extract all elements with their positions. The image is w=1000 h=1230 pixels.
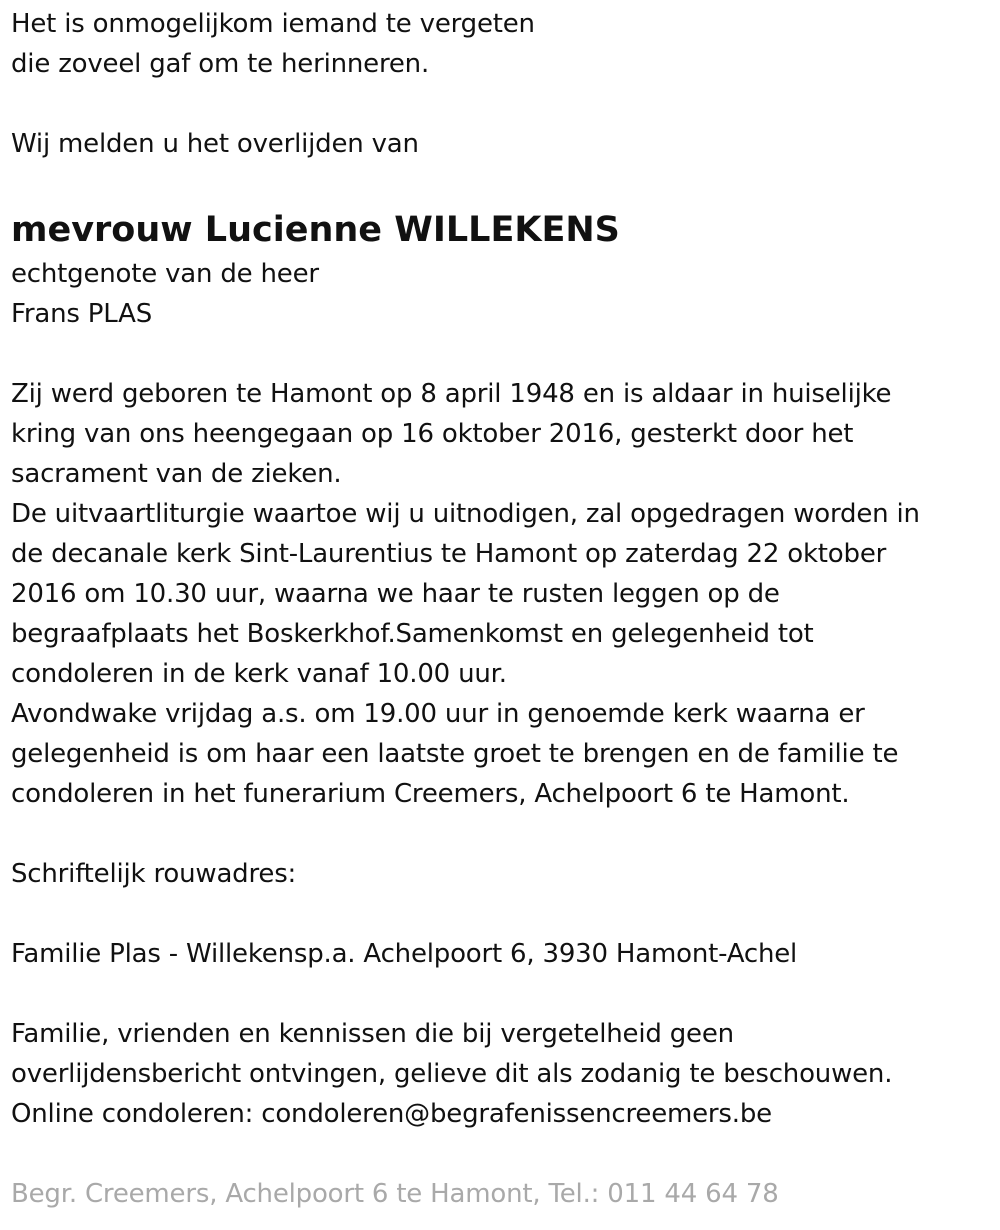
body-line: kring van ons heengegaan op 16 oktober 2016, gesterkt door het — [11, 419, 854, 449]
closing-line: Familie, vrienden en kennissen die bij vergetelheid geen — [11, 1019, 734, 1049]
body-line: De uitvaartliturgie waartoe wij u uitnodigen, zal opgedragen worden in — [11, 499, 920, 529]
body-line: condoleren in de kerk vanaf 10.00 uur. — [11, 659, 507, 689]
spacer — [11, 974, 991, 1014]
spouse-name: Frans PLAS — [11, 299, 153, 329]
spacer — [11, 84, 991, 124]
body-line: condoleren in het funerarium Creemers, Achelpoort 6 te Hamont. — [11, 779, 850, 809]
deceased-name: mevrouw Lucienne WILLEKENS — [11, 210, 620, 250]
body-line: Avondwake vrijdag a.s. om 19.00 uur in genoemde kerk waarna er — [11, 699, 865, 729]
funeral-home-footer: Begr. Creemers, Achelpoort 6 te Hamont, Tel.: 011 44 64 78 — [11, 1179, 779, 1209]
closing-line: overlijdensbericht ontvingen, gelieve dit als zodanig te beschouwen. — [11, 1059, 893, 1089]
address-heading: Schriftelijk rouwadres: — [11, 859, 297, 889]
intro-line-1: Het is onmogelijkom iemand te vergeten — [11, 9, 535, 39]
body-line: de decanale kerk Sint-Laurentius te Hamont op zaterdag 22 oktober — [11, 539, 887, 569]
body-line: Zij werd geboren te Hamont op 8 april 1948 en is aldaar in huiselijke — [11, 379, 892, 409]
online-condolence-line: Online condoleren: condoleren@begrafenissencreemers.be — [11, 1099, 772, 1129]
spacer — [11, 334, 991, 374]
body-line: gelegenheid is om haar een laatste groet te brengen en de familie te — [11, 739, 899, 769]
announcement-text: Wij melden u het overlijden van — [11, 129, 419, 159]
body-line: begraafplaats het Boskerkhof.Samenkomst en gelegenheid tot — [11, 619, 814, 649]
death-notice — [11, 4, 991, 1134]
spacer — [11, 814, 991, 854]
spacer — [11, 164, 991, 204]
body-line: sacrament van de zieken. — [11, 459, 342, 489]
relation-text: echtgenote van de heer — [11, 259, 319, 289]
mourning-address: Familie Plas - Willekensp.a. Achelpoort 6, 3930 Hamont-Achel — [11, 939, 798, 969]
spacer — [11, 894, 991, 934]
intro-line-2: die zoveel gaf om te herinneren. — [11, 49, 430, 79]
body-line: 2016 om 10.30 uur, waarna we haar te rusten leggen op de — [11, 579, 780, 609]
